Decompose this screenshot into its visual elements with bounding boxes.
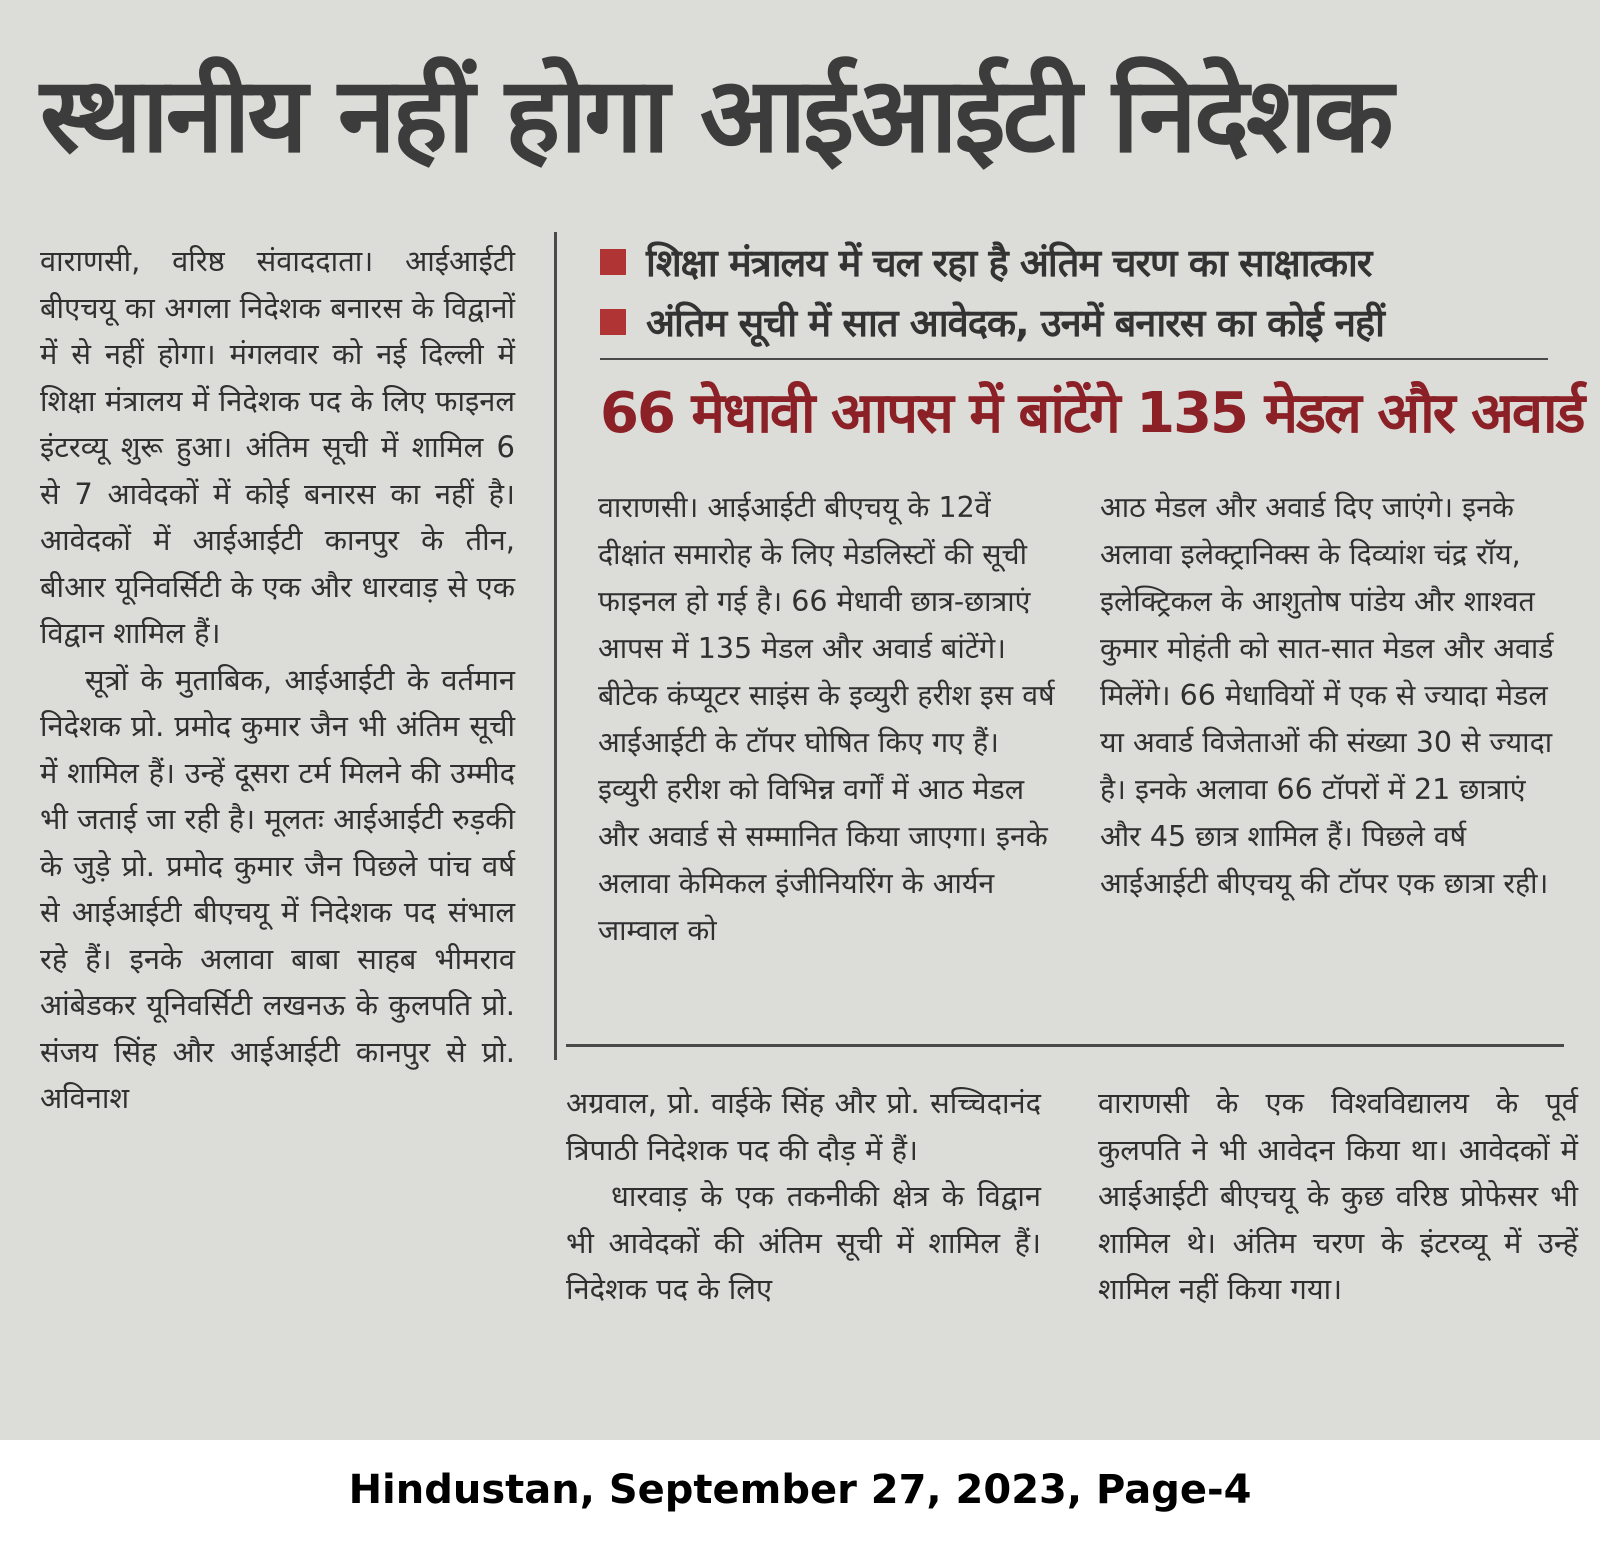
section-rule (600, 358, 1548, 360)
continued-paragraph-2: धारवाड़ के एक तकनीकी क्षेत्र के विद्वान भी आवेदकों की अंतिम सूची में शामिल हैं। निदेशक पद के लिए (566, 1179, 1041, 1306)
sub-article-text-1: वाराणसी। आईआईटी बीएचयू के 12वें दीक्षांत समारोह के लिए मेडलिस्टों की सूची फाइनल हो गई है। 66 मेधावी छात्र-छात्राएं आपस में 135 मेडल और अवार्ड बांटेंगे। बीटेक कंप्यूटर साइंस के इव्युरी हरीश इस वर्ष आईआईटी के टॉपर घोषित किए गए हैं। इव्युरी हरीश को विभिन्न वर्गों में आठ मेडल और अवार्ड से सम्मानित किया जाएगा। इनके अलावा केमिकल इंजीनियरिंग के आर्यन जाम्वाल को (598, 491, 1055, 947)
sub-article-text-2: आठ मेडल और अवार्ड दिए जाएंगे। इनके अलावा इलेक्ट्रानिक्स के दिव्यांश चंद्र रॉय, इलेक्ट्रिकल के आशुतोष पांडेय और शाश्वत कुमार मोहंती को सात-सात मेडल और अवार्ड मिलेंगे। 66 मेधावियों में एक से ज्यादा मेडल या अवार्ड विजेताओं की संख्या 30 से ज्यादा है। इनके अलावा 66 टॉपरों में 21 छात्राएं और 45 छात्र शामिल हैं। पिछले वर्ष आईआईटी बीएचयू की टॉपर एक छात्रा रही। (1100, 491, 1554, 900)
bullet-text: शिक्षा मंत्रालय में चल रहा है अंतिम चरण का साक्षात्कार (646, 241, 1372, 285)
bullet-square-icon (600, 249, 626, 275)
left-column (40, 238, 515, 1122)
sub-article-column-2 (1100, 484, 1560, 907)
sub-headline: 66 मेधावी आपस में बांटेंगे 135 मेडल और अवार्ड (600, 381, 1584, 446)
continued-paragraph-1: अग्रवाल, प्रो. वाईके सिंह और प्रो. सच्चिदानंद त्रिपाठी निदेशक पद की दौड़ में हैं। (566, 1086, 1041, 1167)
left-paragraph-2: सूत्रों के मुताबिक, आईआईटी के वर्तमान निदेशक प्रो. प्रमोद कुमार जैन भी अंतिम सूची में शामिल हैं। उन्हें दूसरा टर्म मिलने की उम्मीद भी जताई जा रही है। मूलतः आईआईटी रुड़की के जुड़े प्रो. प्रमोद कुमार जैन पिछले पांच वर्ष से आईआईटी बीएचयू में निदेशक पद संभाल रहे हैं। इनके अलावा बाबा साहब भीमराव आंबेडकर यूनिवर्सिटी लखनऊ के कुलपति प्रो. संजय सिंह और आईआईटी कानपुर से प्रो. अविनाश (40, 662, 515, 1115)
continued-paragraph-3: वाराणसी के एक विश्वविद्यालय के पूर्व कुलपति ने भी आवेदन किया था। आवेदकों में आईआईटी बीएचयू के कुछ वरिष्ठ प्रोफेसर भी शामिल थे। अंतिम चरण के इंटरव्यू में उन्हें शामिल नहीं किया गया। (1098, 1086, 1578, 1306)
bullet-item (600, 292, 1560, 352)
continued-middle-column (566, 1080, 1041, 1313)
column-divider (554, 232, 557, 1060)
source-caption: Hindustan, September 27, 2023, Page-4 (348, 1467, 1252, 1513)
left-paragraph-1: वाराणसी, वरिष्ठ संवाददाता। आईआईटी बीएचयू का अगला निदेशक बनारस के विद्वानों में से नहीं होगा। मंगलवार को नई दिल्ली में शिक्षा मंत्रालय में निदेशक पद के लिए फाइनल इंटरव्यू शुरू हुआ। अंतिम सूची में शामिल 6 से 7 आवेदकों में कोई बनारस का नहीं है। आवेदकों में आईआईटी कानपुर के तीन, बीआर यूनिवर्सिटी के एक और धारवाड़ से एक विद्वान शामिल हैं। (40, 244, 515, 650)
highlight-bullets (600, 232, 1560, 352)
continued-right-column (1098, 1080, 1578, 1313)
bullet-item (600, 232, 1560, 292)
bullet-text: अंतिम सूची में सात आवेदक, उनमें बनारस का कोई नहीं (646, 301, 1384, 345)
sub-article-column-1 (598, 484, 1058, 954)
main-headline: स्थानीय नहीं होगा आईआईटी निदेशक (40, 54, 1391, 176)
sub-article-bottom-rule (566, 1044, 1564, 1047)
bullet-square-icon (600, 309, 626, 335)
